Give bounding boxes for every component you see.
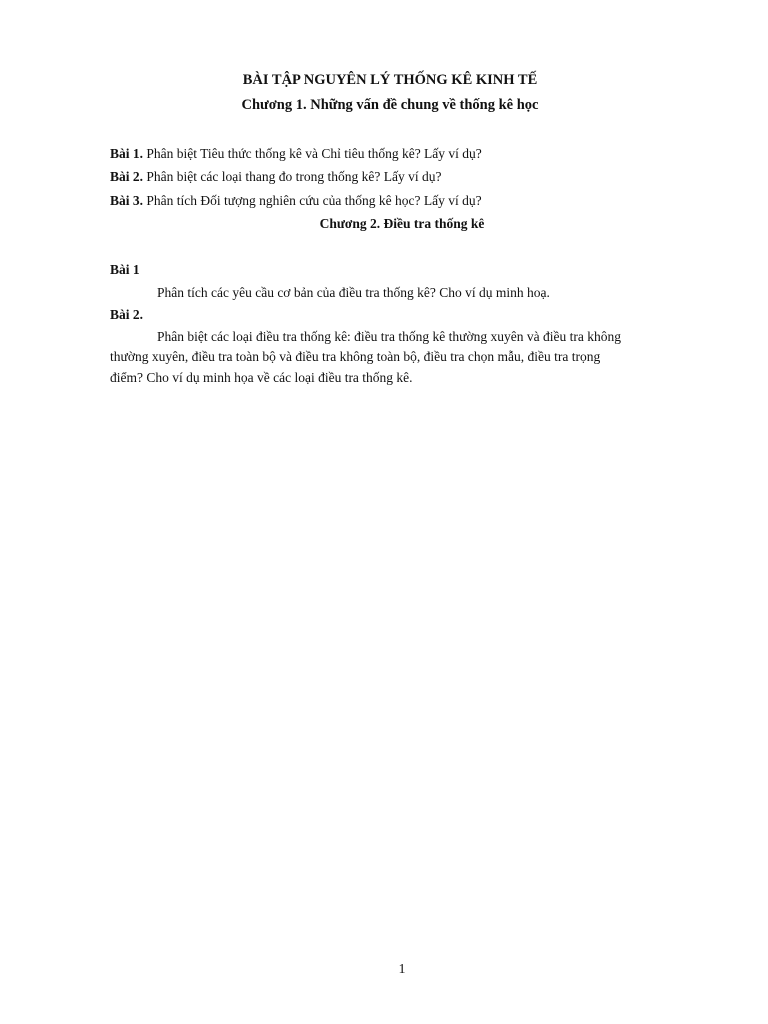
exercise-label: Bài 3. xyxy=(110,193,144,208)
chapter2-exercise-1-text: Phân tích các yêu cầu cơ bản của điều tra thống kê? Cho ví dụ minh hoạ. xyxy=(157,285,550,300)
chapter1-exercise-1 xyxy=(110,144,482,164)
chapter2-exercise-2-line3: điểm? Cho ví dụ minh họa về các loại điều tra thống kê. xyxy=(110,370,413,385)
chapter1-exercise-3 xyxy=(110,191,482,211)
exercise-text: Phân biệt Tiêu thức thống kê và Chỉ tiêu thống kê? Lấy ví dụ? xyxy=(143,146,482,161)
exercise-label: Bài 2. xyxy=(110,169,144,184)
chapter1-title: Chương 1. Những vấn đề chung về thống kê học xyxy=(241,97,539,113)
chapter2-exercise-2-label: Bài 2. xyxy=(110,307,144,322)
page-number: 1 xyxy=(398,962,406,977)
chapter2-exercise-2-line1: Phân biệt các loại điều tra thống kê: điều tra thống kê thường xuyên và điều tra không xyxy=(157,329,621,344)
chapter2-title: Chương 2. Điều tra thống kê xyxy=(319,216,485,231)
chapter1-exercise-2 xyxy=(110,167,441,187)
chapter2-exercise-1-label: Bài 1 xyxy=(110,262,140,277)
chapter2-exercise-2-line2: thường xuyên, điều tra toàn bộ và điều tra không toàn bộ, điều tra chọn mẫu, điều tra trọng xyxy=(110,349,601,364)
exercise-text: Phân tích Đối tượng nghiên cứu của thống kê học? Lấy ví dụ? xyxy=(143,193,482,208)
exercise-label: Bài 1. xyxy=(110,146,144,161)
exercise-text: Phân biệt các loại thang đo trong thống kê? Lấy ví dụ? xyxy=(143,169,442,184)
main-title: BÀI TẬP NGUYÊN LÝ THỐNG KÊ KINH TẾ xyxy=(242,72,538,88)
